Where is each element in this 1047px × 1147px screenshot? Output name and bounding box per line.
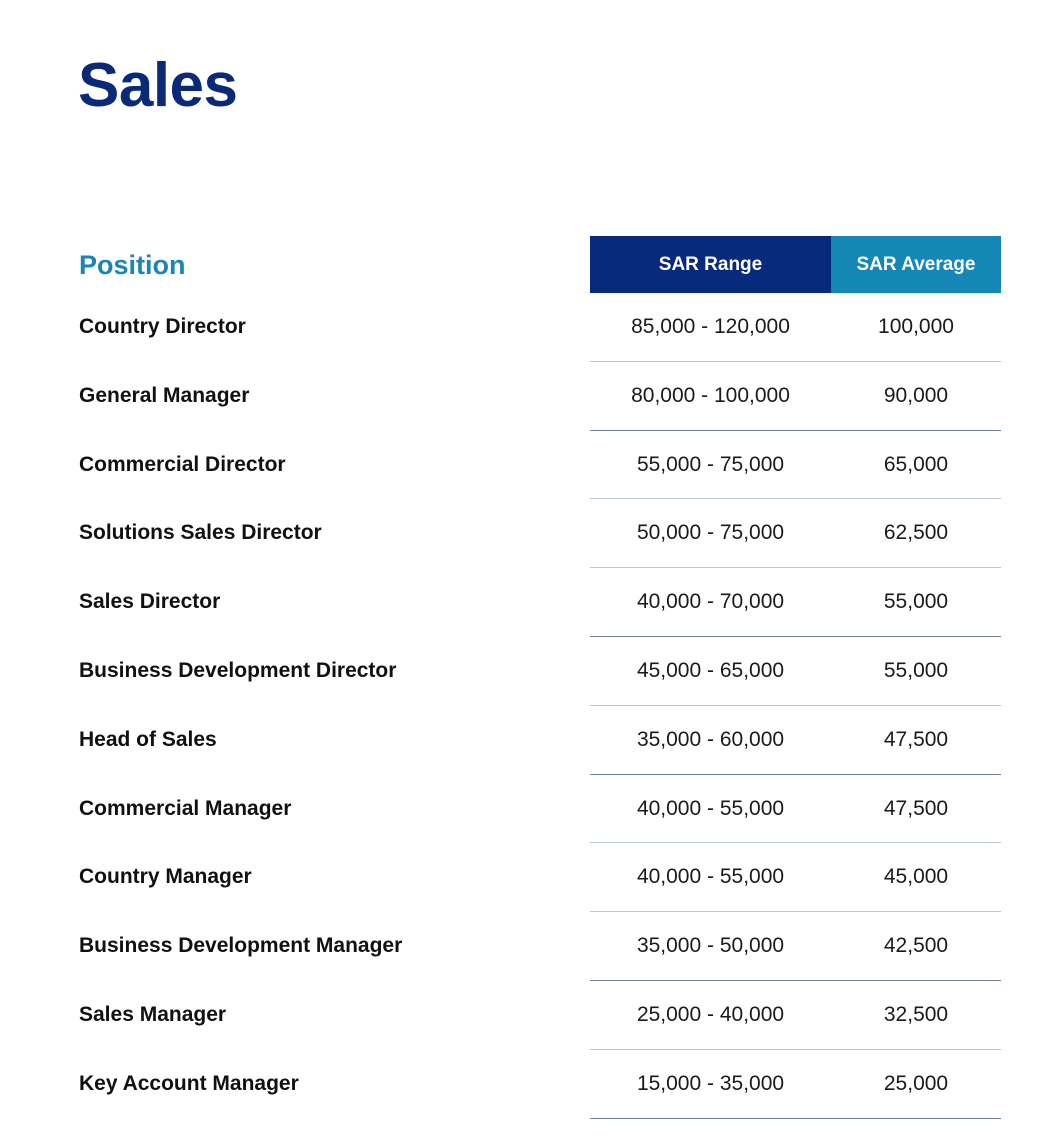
position-cell: Sales Manager xyxy=(79,1002,227,1026)
sar-range-cell: 25,000 - 40,000 xyxy=(636,1002,785,1026)
position-cell: Country Manager xyxy=(79,865,252,889)
position-cell: Commercial Director xyxy=(79,452,286,476)
sar-range-cell: 85,000 - 120,000 xyxy=(631,315,790,338)
page-title: Sales xyxy=(78,51,238,120)
salary-table-body xyxy=(0,293,1047,1119)
sar-average-column-header: SAR Average xyxy=(831,236,1001,293)
sar-average-cell: 55,000 xyxy=(883,658,949,682)
table-row xyxy=(0,1050,1047,1119)
position-cell: Solutions Sales Director xyxy=(79,521,322,545)
sar-average-cell: 62,500 xyxy=(883,521,949,545)
table-row xyxy=(0,775,1047,844)
table-row xyxy=(0,706,1047,775)
table-row xyxy=(0,499,1047,568)
position-cell: Key Account Manager xyxy=(79,1071,299,1095)
table-row xyxy=(0,912,1047,981)
table-row xyxy=(0,568,1047,637)
table-row xyxy=(0,431,1047,500)
sar-range-column-header: SAR Range xyxy=(590,236,831,293)
sar-average-cell: 32,500 xyxy=(883,1002,949,1026)
sar-range-cell: 50,000 - 75,000 xyxy=(636,521,785,545)
sar-average-cell: 47,500 xyxy=(883,727,949,751)
sar-average-cell: 47,500 xyxy=(883,796,949,820)
position-cell: Business Development Director xyxy=(79,658,397,682)
row-divider xyxy=(590,1118,1001,1119)
sar-range-cell: 40,000 - 70,000 xyxy=(636,590,785,614)
table-row xyxy=(0,981,1047,1050)
sar-range-cell: 35,000 - 50,000 xyxy=(636,934,785,958)
position-cell: Business Development Manager xyxy=(79,934,403,958)
position-cell: Commercial Manager xyxy=(79,796,292,820)
sar-average-cell: 45,000 xyxy=(883,865,949,889)
position-cell: Head of Sales xyxy=(79,727,217,751)
sar-range-cell: 55,000 - 75,000 xyxy=(636,452,785,476)
sar-range-cell: 15,000 - 35,000 xyxy=(636,1071,785,1095)
sar-average-cell: 55,000 xyxy=(883,590,949,614)
sar-range-cell: 80,000 - 100,000 xyxy=(631,383,790,407)
position-cell: Country Director xyxy=(79,315,246,338)
position-column-header: Position xyxy=(79,250,186,280)
sar-average-cell: 25,000 xyxy=(883,1071,949,1095)
table-row xyxy=(0,843,1047,912)
table-row xyxy=(0,293,1047,362)
sar-average-cell: 100,000 xyxy=(878,315,954,338)
sar-range-cell: 40,000 - 55,000 xyxy=(636,865,785,889)
table-row xyxy=(0,637,1047,706)
sar-average-cell: 42,500 xyxy=(883,934,949,958)
sar-range-cell: 35,000 - 60,000 xyxy=(636,727,785,751)
position-cell: Sales Director xyxy=(79,590,221,614)
position-cell: General Manager xyxy=(79,383,250,407)
sar-average-cell: 90,000 xyxy=(883,383,949,407)
sar-range-cell: 40,000 - 55,000 xyxy=(636,796,785,820)
sar-average-cell: 65,000 xyxy=(883,452,949,476)
sar-range-cell: 45,000 - 65,000 xyxy=(636,658,785,682)
table-row xyxy=(0,362,1047,431)
